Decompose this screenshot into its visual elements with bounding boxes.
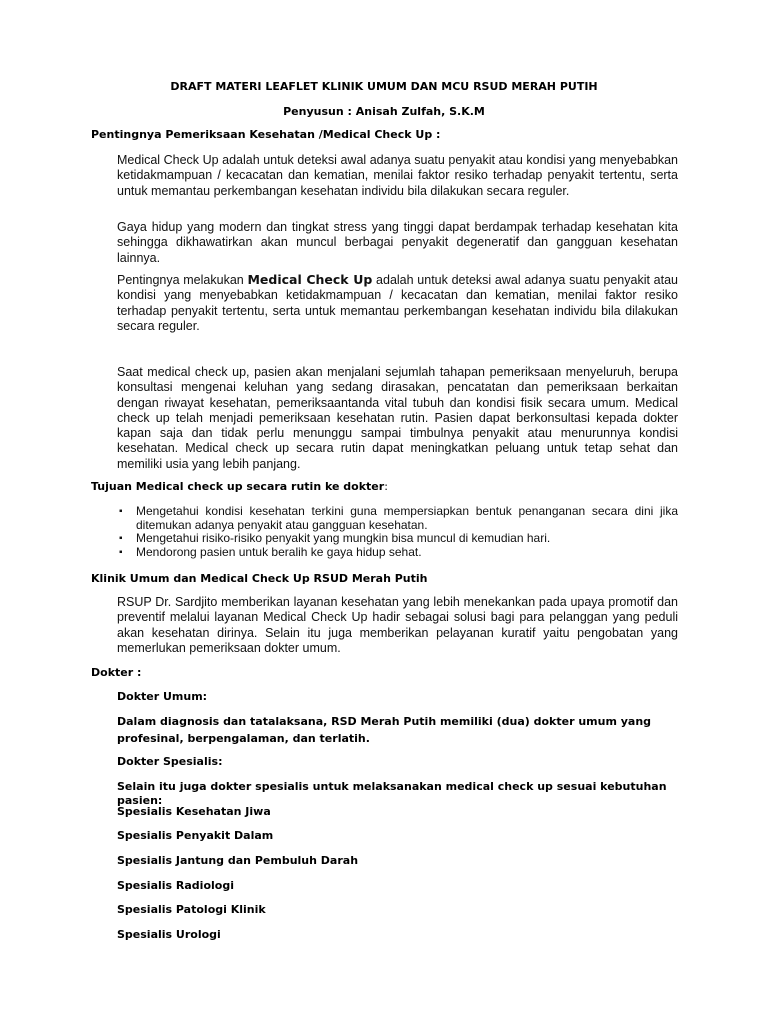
list-item-text: Mengetahui risiko-risiko penyakit yang mungkin bisa muncul di kemudian hari. — [136, 531, 551, 545]
section-heading-dokter: Dokter : — [91, 666, 142, 679]
bullet-icon: ▪ — [119, 506, 123, 517]
section-heading-klinik: Klinik Umum dan Medical Check Up RSUD Merah Putih — [91, 572, 428, 585]
list-item — [117, 546, 678, 560]
list-item — [117, 505, 678, 532]
document-author: Penyusun : Anisah Zulfah, S.K.M — [283, 105, 485, 118]
paragraph-dokter-umum: Dalam diagnosis dan tatalaksana, RSD Merah Putih memiliki (dua) dokter umum yang profesinal, berpengalaman, dan terlatih. — [117, 715, 652, 745]
section-heading-tujuan — [91, 480, 388, 494]
paragraph-mcu-definition: Medical Check Up adalah untuk deteksi awal adanya suatu penyakit atau kondisi yang menyebabkan ketidakmampuan / kecacatan dan kematian, menilai faktor resiko terhadap penyakit tertentu, serta untuk memantau perkembangan kesehatan individu bila dilakukan secara reguler. — [117, 153, 678, 198]
tujuan-bullet-list — [117, 505, 678, 559]
spesialis-item: Spesialis Jantung dan Pembuluh Darah — [117, 854, 359, 867]
subheading-dokter-umum: Dokter Umum: — [117, 690, 208, 703]
list-item-text: Mendorong pasien untuk beralih ke gaya hidup sehat. — [136, 544, 422, 559]
section-heading-pentingnya: Pentingnya Pemeriksaan Kesehatan /Medical Check Up : — [91, 128, 441, 141]
paragraph-klinik: RSUP Dr. Sardjito memberikan layanan kesehatan yang lebih menekankan pada upaya promotif dan preventif melalui layanan Medical Check Up hadir sebagai solusi bagi para pelanggan yang peduli akan kesehatan dirinya. Selain itu juga memberikan pelayanan kuratif yaitu pengobatan yang memerlukan pemeriksaan dokter umum. — [117, 595, 678, 655]
section-heading-tujuan-colon: : — [384, 480, 388, 493]
bullet-icon: ▪ — [119, 546, 123, 558]
list-item-text: Mengetahui kondisi kesehatan terkini guna mempersiapkan bentuk penanganan secara dini jika ditemukan adanya penyakit atau gangguan kesehatan. — [136, 504, 678, 532]
list-item — [117, 532, 678, 546]
spesialis-item: Spesialis Penyakit Dalam — [117, 829, 274, 842]
document-title: DRAFT MATERI LEAFLET KLINIK UMUM DAN MCU RSUD MERAH PUTIH — [170, 80, 598, 93]
paragraph-pentingnya-bold: Medical Check Up — [247, 272, 373, 287]
paragraph-dokter-spesialis: Selain itu juga dokter spesialis untuk melaksanakan medical check up sesuai kebutuhan pasien: — [117, 780, 667, 807]
spesialis-item: Spesialis Patologi Klinik — [117, 903, 266, 916]
paragraph-pentingnya — [117, 272, 678, 334]
paragraph-pentingnya-pre: Pentingnya melakukan — [117, 273, 244, 287]
bullet-icon: ▪ — [119, 533, 123, 544]
subheading-dokter-spesialis: Dokter Spesialis: — [117, 755, 223, 768]
spesialis-item: Spesialis Radiologi — [117, 879, 234, 892]
spesialis-item: Spesialis Kesehatan Jiwa — [117, 805, 271, 818]
spesialis-item: Spesialis Urologi — [117, 928, 221, 941]
paragraph-saat-mcu: Saat medical check up, pasien akan menjalani sejumlah tahapan pemeriksaan menyeluruh, berupa konsultasi mengenai keluhan yang sedang dirasakan, pencatatan dan pemeriksaan berkaitan dengan riwayat kesehatan, pemeriksaantanda vital tubuh dan kondisi fisik secara umum. Medical check up telah menjadi pemeriksaan kesehatan rutin. Pasien dapat berkonsultasi kepada dokter kapan saja dan tidak perlu menunggu sampai timbulnya penyakit atau menurunnya kondisi kesehatan. Medical check up secara rutin dapat meningkatkan peluang untuk tetap sehat dan memiliki usia yang lebih panjang. — [117, 365, 678, 471]
section-heading-tujuan-text: Tujuan Medical check up secara rutin ke dokter — [91, 480, 385, 493]
paragraph-pentingnya-post: adalah untuk deteksi awal adanya suatu penyakit atau kondisi yang menyebabkan ketidakmampuan / kecacatan dan kematian, menilai faktor resiko terhadap penyakit tertentu, serta untuk memantau perkembangan kesehatan individu bila dilakukan secara reguler. — [117, 273, 678, 333]
paragraph-gaya-hidup: Gaya hidup yang modern dan tingkat stress yang tinggi dapat berdampak terhadap kesehatan kita sehingga dikhawatirkan akan muncul berbagai penyakit degeneratif dan gangguan kesehatan lainnya. — [117, 220, 678, 265]
